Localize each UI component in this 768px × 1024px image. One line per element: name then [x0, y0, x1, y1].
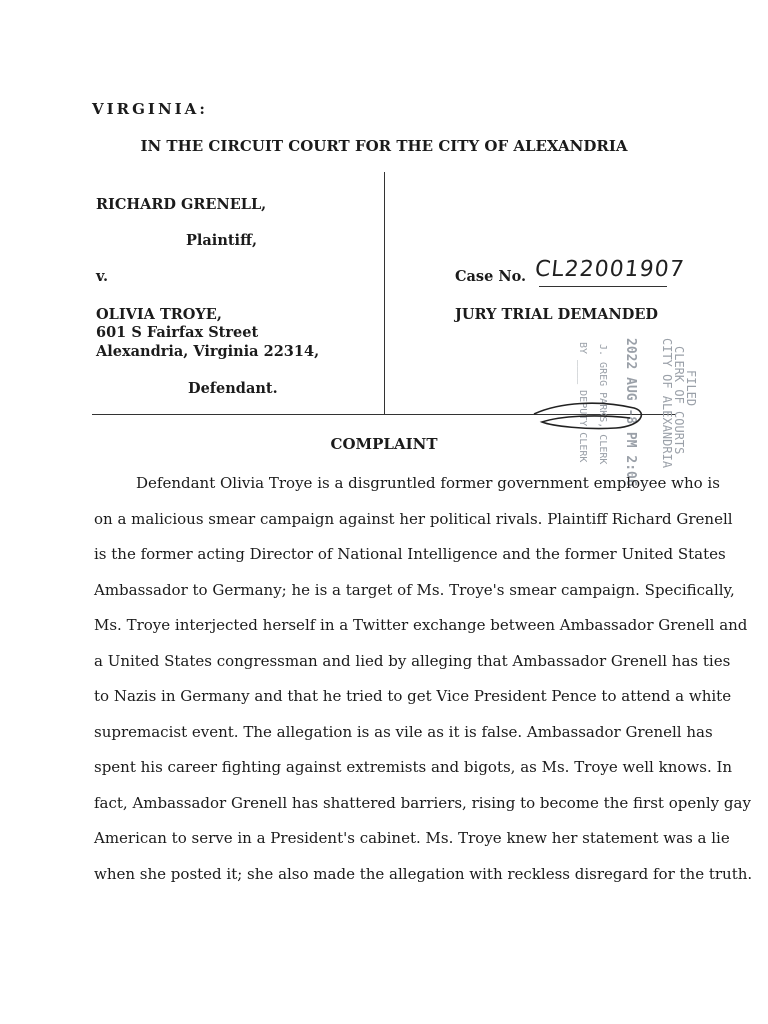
stamp-clerk-of-courts: CLERK OF COURTS [672, 346, 686, 455]
body-line: when she posted it; she also made the allegation with reckless disregard for the truth. [94, 864, 753, 883]
caption-divider-vertical [384, 172, 385, 415]
stamp-deputy: BY ____ DEPUTY CLERK [577, 342, 588, 463]
plaintiff-role: Plaintiff, [186, 232, 258, 249]
body-line: is the former acting Director of National Intelligence and the former United States [94, 545, 726, 563]
body-line: a United States congressman and lied by alleging that Ambassador Grenell has ties [94, 651, 731, 670]
body-line: Ms. Troye interjected herself in a Twitter exchange between Ambassador Grenell and [94, 616, 748, 634]
body-line: supremacist event. The allegation is as vile as it is false. Ambassador Grenell has [94, 722, 713, 741]
body-line: fact, Ambassador Grenell has shattered barriers, rising to become the first openly gay [94, 793, 751, 812]
defendant-address-city: Alexandria, Virginia 22314, [96, 343, 320, 360]
court-heading: IN THE CIRCUIT COURT FOR THE CITY OF ALEXANDRIA [140, 137, 628, 155]
stamp-clerk-name: J. GREG PARKS, CLERK [597, 344, 608, 465]
body-line: on a malicious smear campaign against her political rivals. Plaintiff Richard Grenell [94, 509, 733, 528]
body-line: Ambassador to Germany; he is a target of Ms. Troye's smear campaign. Specifically, [94, 580, 735, 599]
stamp-city: CITY OF ALEXANDRIA [660, 338, 674, 469]
body-line: Defendant Olivia Troye is a disgruntled former government employee who is [136, 474, 720, 492]
case-number-underline [539, 286, 667, 287]
body-line: to Nazis in Germany and that he tried to get Vice President Pence to attend a white [94, 687, 732, 705]
case-number-handwritten: CL22001907 [533, 257, 686, 282]
case-number-label: Case No. [455, 268, 527, 285]
stamp-filed: FILED [684, 370, 698, 407]
document-title: COMPLAINT [330, 435, 438, 453]
defendant-role: Defendant. [188, 380, 278, 397]
body-line: American to serve in a President's cabinet. Ms. Troye knew her statement was a lie [94, 829, 730, 847]
state-heading: VIRGINIA: [92, 100, 208, 118]
stamp-date: 2022 AUG -8 PM 2:06 [623, 338, 638, 487]
versus-label: v. [96, 268, 109, 285]
body-line: spent his career fighting against extremists and bigots, as Ms. Troye well knows. In [94, 758, 733, 776]
jury-demand: JURY TRIAL DEMANDED [455, 306, 659, 323]
defendant-name: OLIVIA TROYE, [96, 306, 222, 323]
plaintiff-name: RICHARD GRENELL, [96, 196, 267, 213]
complaint-body [94, 466, 753, 892]
defendant-address-street: 601 S Fairfax Street [96, 324, 259, 341]
